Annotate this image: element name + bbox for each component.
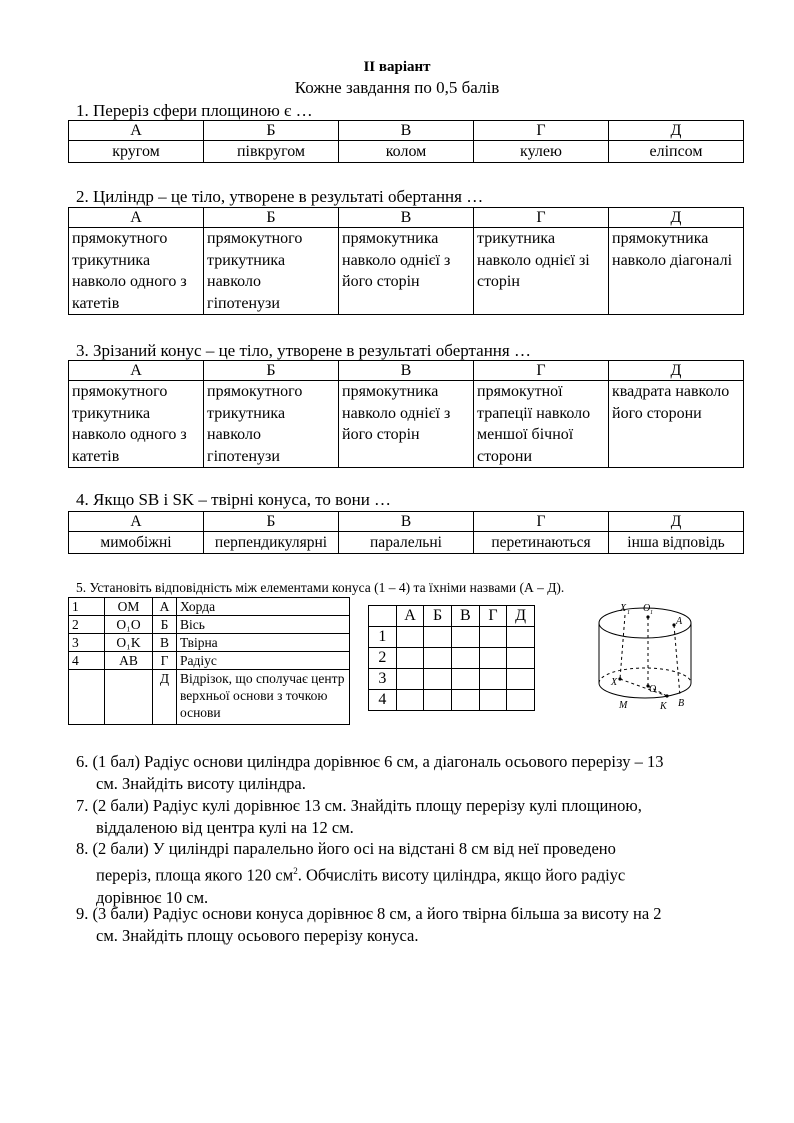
grid-col-header: Г <box>479 606 507 627</box>
match-letter: В <box>153 634 177 652</box>
grid-cell[interactable] <box>507 627 535 648</box>
question-5-text: 5. Установіть відповідність між елементами конуса (1 – 4) та їхніми назвами (А – Д). <box>76 580 565 595</box>
match-num <box>69 670 105 725</box>
task-6-line-2: см. Знайдіть висоту циліндра. <box>96 774 306 793</box>
match-letter: Д <box>153 670 177 725</box>
q1-answer: півкругом <box>204 141 339 163</box>
match-name: Твірна <box>177 634 350 652</box>
points-note: Кожне завдання по 0,5 балів <box>294 78 500 97</box>
q1-letter: Г <box>474 121 609 141</box>
q1-letter: Б <box>204 121 339 141</box>
task-7-line-1: 7. (2 бали) Радіус кулі дорівнює 13 см. Знайдіть площу перерізу кулі площиною, <box>76 796 642 815</box>
q2-answer: прямокутника навколо однієї з його сторін <box>339 228 474 315</box>
q3-letter: В <box>339 361 474 381</box>
q1-letter: Д <box>609 121 744 141</box>
answer-grid <box>368 605 535 711</box>
match-letter: Б <box>153 616 177 634</box>
grid-row-header: 4 <box>369 690 397 711</box>
task-8-sup: 2 <box>293 866 298 876</box>
q4-answer: перетинаються <box>474 532 609 554</box>
q3-letter: Д <box>609 361 744 381</box>
q1-answer: колом <box>339 141 474 163</box>
q4-letter: Д <box>609 512 744 532</box>
q1-answer: еліпсом <box>609 141 744 163</box>
grid-cell[interactable] <box>451 690 479 711</box>
task-8-line-3: дорівнює 10 см. <box>96 887 209 907</box>
label-x1: X <box>620 603 627 614</box>
point-k <box>665 694 668 697</box>
match-name: Відрізок, що сполучає центр верхньої основи з точкою основи <box>177 670 350 725</box>
grid-cell[interactable] <box>479 690 507 711</box>
task-6-line-1: 6. (1 бал) Радіус основи циліндра дорівнює 6 см, а діагональ осьового перерізу – 13 <box>76 752 664 771</box>
task-8-line-1: 8. (2 бали) У циліндрі паралельно його осі на відстані 8 см від неї проведено <box>76 839 616 858</box>
q3-answer: прямокутного трикутника навколо гіпотенузи <box>204 381 339 468</box>
q3-answer: прямокутника навколо однієї з його сторін <box>339 381 474 468</box>
grid-cell[interactable] <box>451 627 479 648</box>
grid-cell[interactable] <box>507 648 535 669</box>
q2-answer: прямокутного трикутника навколо одного з катетів <box>69 228 204 315</box>
match-element: OM <box>105 598 153 616</box>
q3-letter: А <box>69 361 204 381</box>
task-8-line-2 <box>76 860 756 887</box>
task-7-line-2: віддаленою від центра кулі на 12 см. <box>96 818 354 837</box>
q2-answer: прямокутного трикутника навколо гіпотенузи <box>204 228 339 315</box>
task-9-line-2: см. Знайдіть площу осьового перерізу конуса. <box>96 926 419 945</box>
q1-letter: В <box>339 121 474 141</box>
grid-cell[interactable] <box>479 669 507 690</box>
match-num: 3 <box>69 634 105 652</box>
segment-line <box>620 679 667 696</box>
grid-cell[interactable] <box>507 690 535 711</box>
cylinder-figure <box>590 595 710 715</box>
q1-answer: кулею <box>474 141 609 163</box>
question-3-text: 3. Зрізаний конус – це тіло, утворене в результаті обертання … <box>76 341 531 360</box>
label-a: A <box>676 616 683 627</box>
label-k: K <box>660 701 667 712</box>
question-2-table <box>68 207 744 315</box>
task-8-line-2-a: переріз, площа якого 120 см <box>96 865 294 885</box>
q4-letter: В <box>339 512 474 532</box>
match-name: Радіус <box>177 652 350 670</box>
label-x1-sub: 1 <box>627 610 630 616</box>
label-o1: O <box>643 603 651 614</box>
grid-cell[interactable] <box>396 669 424 690</box>
task-9 <box>76 903 756 947</box>
q4-answer: перпендикулярні <box>204 532 339 554</box>
grid-corner <box>369 606 397 627</box>
grid-cell[interactable] <box>451 648 479 669</box>
match-num: 2 <box>69 616 105 634</box>
grid-cell[interactable] <box>424 669 452 690</box>
question-4-table <box>68 511 744 554</box>
label-o1-sub: 1 <box>650 610 653 616</box>
match-num: 1 <box>69 598 105 616</box>
match-num: 4 <box>69 652 105 670</box>
q2-letter: А <box>69 208 204 228</box>
point-x <box>618 677 621 680</box>
question-1-text: 1. Переріз сфери площиною є … <box>76 101 313 120</box>
q2-letter: Б <box>204 208 339 228</box>
grid-row-header: 1 <box>369 627 397 648</box>
q4-letter: Б <box>204 512 339 532</box>
segment-line <box>674 625 680 696</box>
question-1-table <box>68 120 744 163</box>
grid-cell[interactable] <box>396 690 424 711</box>
label-o: O <box>649 684 657 695</box>
match-name: Хорда <box>177 598 350 616</box>
q2-letter: Д <box>609 208 744 228</box>
grid-cell[interactable] <box>507 669 535 690</box>
q1-letter: А <box>69 121 204 141</box>
task-8-line-2-b: . Обчисліть висоту циліндра, якщо його радіус <box>297 865 626 885</box>
label-m: M <box>619 700 628 711</box>
match-element: AB <box>105 652 153 670</box>
matching-table <box>68 597 350 725</box>
label-x: X <box>611 677 618 688</box>
grid-col-header: Б <box>424 606 452 627</box>
grid-cell[interactable] <box>451 669 479 690</box>
q4-answer: мимобіжні <box>69 532 204 554</box>
q4-answer: інша відповідь <box>609 532 744 554</box>
grid-col-header: Д <box>507 606 535 627</box>
q1-answer: кругом <box>69 141 204 163</box>
grid-cell[interactable] <box>424 690 452 711</box>
grid-cell[interactable] <box>396 627 424 648</box>
q4-letter: Г <box>474 512 609 532</box>
grid-cell[interactable] <box>396 648 424 669</box>
grid-row-header: 3 <box>369 669 397 690</box>
q3-answer: прямокутного трикутника навколо одного з катетів <box>69 381 204 468</box>
q3-answer: прямокутної трапеції навколо меншої бічної сторони <box>474 381 609 468</box>
task-6 <box>76 751 756 795</box>
match-element: O₁O <box>105 616 153 634</box>
q2-answer: прямокутника навколо діагоналі <box>609 228 744 315</box>
q2-answer: трикутника навколо однієї зі сторін <box>474 228 609 315</box>
grid-col-header: В <box>451 606 479 627</box>
match-element: O₁K <box>105 634 153 652</box>
question-2-text: 2. Циліндр – це тіло, утворене в результаті обертання … <box>76 187 484 206</box>
match-letter: А <box>153 598 177 616</box>
label-b: B <box>678 698 685 709</box>
question-3-table <box>68 360 744 468</box>
q3-letter: Б <box>204 361 339 381</box>
task-7 <box>76 795 756 839</box>
grid-row-header: 2 <box>369 648 397 669</box>
q3-letter: Г <box>474 361 609 381</box>
match-name: Вісь <box>177 616 350 634</box>
task-9-line-1: 9. (3 бали) Радіус основи конуса дорівнює 8 см, а його твірна більша за висоту на 2 <box>76 904 662 923</box>
grid-cell[interactable] <box>479 627 507 648</box>
match-element <box>105 670 153 725</box>
q4-answer: паралельні <box>339 532 474 554</box>
variant-title: ІІ варіант <box>363 59 431 75</box>
match-letter: Г <box>153 652 177 670</box>
task-8 <box>76 838 756 909</box>
grid-cell[interactable] <box>479 648 507 669</box>
q2-letter: Г <box>474 208 609 228</box>
grid-cell[interactable] <box>424 627 452 648</box>
grid-cell[interactable] <box>424 648 452 669</box>
q4-letter: А <box>69 512 204 532</box>
grid-col-header: А <box>396 606 424 627</box>
q3-answer: квадрата навколо його сторони <box>609 381 744 468</box>
q2-letter: В <box>339 208 474 228</box>
question-4-text: 4. Якщо SB і SK – твірні конуса, то вони … <box>76 490 392 509</box>
